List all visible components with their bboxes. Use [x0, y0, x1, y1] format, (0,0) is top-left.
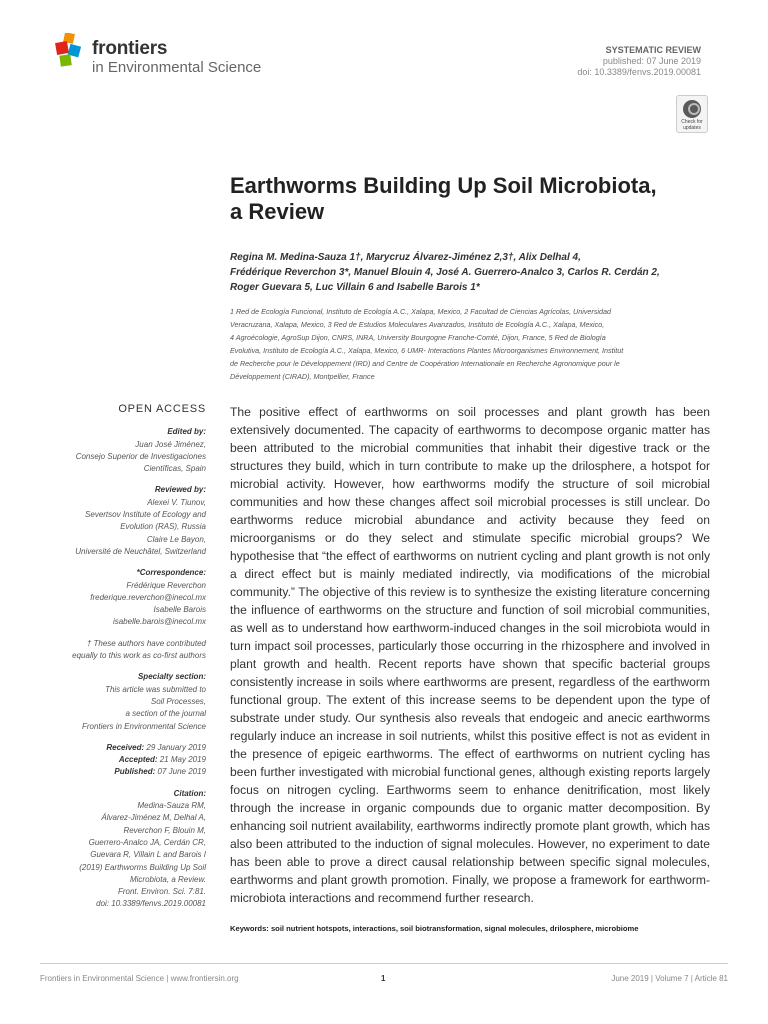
keywords-list: soil nutrient hotspots, interactions, soil biotransformation, signal molecules, drilosphere, microbiome: [270, 924, 639, 933]
page-number: 1: [381, 974, 386, 983]
article-type: SYSTEMATIC REVIEW: [605, 45, 701, 55]
published-date-side: Published: 07 June 2019: [114, 767, 206, 777]
specialty-section-label: Specialty section:: [137, 672, 206, 682]
specialty-line: Soil Processes,: [150, 696, 206, 706]
contribution-note: † These authors have contributed: [86, 638, 206, 648]
affiliation-line: de Recherche pour le Développement (IRD) and Centre de Coopération Internationale en Recherche Agronomique pour le: [230, 358, 620, 368]
contribution-note: equally to this work as co-first authors: [72, 651, 206, 661]
correspondence-email-link[interactable]: frederique.reverchon@inecol.mx: [90, 592, 206, 602]
footer-issue-info: June 2019 | Volume 7 | Article 81: [611, 974, 728, 983]
citation-label: Citation:: [173, 788, 206, 798]
affiliations: [230, 306, 705, 383]
citation-line: (2019) Earthworms Building Up Soil: [79, 862, 206, 872]
specialty-line: a section of the journal: [125, 709, 206, 719]
check-updates-label: Check for updates: [681, 119, 703, 131]
article-title: Earthworms Building Up Soil Microbiota, a Review: [230, 173, 657, 224]
author-list: [230, 250, 710, 295]
check-for-updates-button[interactable]: [676, 95, 708, 133]
frontiers-logo-icon: [55, 33, 87, 69]
affiliation-line: 4 Agroécologie, AgroSup Dijon, CNRS, INRA, University Bourgogne Franche-Comté, Dijon, France, 5 Red de Biología: [230, 332, 606, 342]
author-line: Regina M. Medina-Sauza 1†, Marycruz Álvarez-Jiménez 2,3†, Alix Delhal 4,: [230, 252, 581, 263]
citation-line: Medina-Sauza RM,: [137, 801, 206, 811]
correspondence-name: Isabelle Barois: [153, 605, 206, 615]
specialty-line: This article was submitted to: [105, 684, 206, 694]
article-sidebar: [55, 403, 206, 911]
affiliation-line: Veracruzana, Xalapa, Mexico, 3 Red de Estudios Moleculares Avanzados, Instituto de Ecología A.C., Xalapa, Mexico,: [230, 319, 605, 329]
specialty-line: Frontiers in Environmental Science: [81, 721, 206, 731]
keywords: [230, 924, 720, 933]
editor-line: Consejo Superior de Investigaciones: [75, 451, 206, 461]
citation-doi-link[interactable]: doi: 10.3389/fenvs.2019.00081: [96, 899, 206, 909]
received-date: Received: 29 January 2019: [106, 742, 206, 752]
affiliation-line: Développement (CIRAD), Montpellier, France: [230, 371, 375, 381]
author-line: Frédérique Reverchon 3*, Manuel Blouin 4, José A. Guerrero-Analco 3, Carlos R. Cerdán 2,: [230, 267, 660, 278]
reviewer-line: Alexei V. Tiunov,: [147, 497, 206, 507]
citation-line: Guerrero-Analco JA, Cerdán CR,: [88, 837, 206, 847]
reviewer-line: Claire Le Bayon,: [146, 534, 206, 544]
editor-line: Científicas, Spain: [143, 464, 206, 474]
citation-line: Reverchon F, Blouin M,: [123, 825, 206, 835]
footer-journal-link[interactable]: Frontiers in Environmental Science | www.frontiersin.org: [40, 974, 239, 983]
correspondence-label: *Correspondence:: [136, 568, 206, 578]
reviewer-line: Université de Neuchâtel, Switzerland: [75, 546, 206, 556]
keywords-label: Keywords:: [230, 924, 269, 933]
citation-line: Álvarez-Jiménez M, Delhal A,: [101, 813, 206, 823]
journal-brand: frontiers: [92, 38, 168, 59]
affiliation-line: Evolutiva, Instituto de Ecología A.C., Xalapa, Mexico, 6 UMR- Interactions Plantes Microorganismes Environnement, Institut: [230, 345, 624, 355]
citation-line: Front. Environ. Sci. 7:81.: [117, 887, 206, 897]
open-access-label: OPEN ACCESS: [118, 403, 206, 415]
editor-line: Juan José Jiménez,: [135, 439, 206, 449]
reviewed-by-label: Reviewed by:: [154, 485, 206, 495]
correspondence-name: Frédérique Reverchon: [126, 580, 206, 590]
citation-line: Guevara R, Villain L and Barois I: [90, 850, 206, 860]
author-line: Roger Guevara 5, Luc Villain 6 and Isabelle Barois 1*: [230, 282, 480, 293]
affiliation-line: 1 Red de Ecología Funcional, Instituto de Ecología A.C., Xalapa, Mexico, 2 Facultad de Ciencias Agrícolas, Universidad: [230, 307, 612, 316]
correspondence-email-link[interactable]: isabelle.barois@inecol.mx: [112, 617, 206, 627]
reviewer-line: Evolution (RAS), Russia: [120, 522, 206, 532]
journal-name: in Environmental Science: [92, 59, 262, 76]
reviewer-line: Severtsov Institute of Ecology and: [85, 510, 206, 520]
abstract-text: The positive effect of earthworms on soil processes and plant growth has been extensively documented. The capacity of earthworms to decompose organic matter has been attributed to the microbial communities that inhabit their digestive track or the structures they build, which in turn contribute to make up the drilosphere, a hotspot for microbial activity. However, how earthworms modify the structure of soil microbial communities and how these changes affect soil microbial processes is still unclear. Do earthworms reduce microbial abundance and activity because they feed on microorganisms or do they select and stimulate specific microbial groups? We hypothesise that “the effect of earthworms on nutrient cycling and plant growth is not only a direct effect but is mainly mediated indirectly, via modifications of the microbial community.” The objective of this review is to synthesize the existing literature concerning the influence of earthworms on the structure and function of soil microbial communities, as well as to understand how earthworm-induced changes in the soil microbiota would in turn impact soil processes, particularly those occurring in the rhizosphere and involved in plant growth and health. Recent reports have shown that specific bacterial groups consistently increase in soils where earthworms are present, regardless of the earthworm functional group. The extent of this increase seems to be dependent upon the type of substrate under study. Our synthesis also reveals that endogeic and anecic earthworms regularly induce an increase in soil nutrients, whilst this positive effect is not as evident in the presence of epigeic earthworms. The effect of earthworms on nutrient cycling has been further investigated with microbial functional genes, although existing reports largely focus on nitrogen cycling. Earthworms seem to enhance denitrification, most likely through the increase in organic compounds due to organic matter decomposition. By enhancing soil nutrient availability, earthworms indirectly promote plant growth, which has also been attributed to the induction of signal molecules. However, no experiment to date has been able to prove a direct causal relationship between specific signal molecules, earthworms and plant growth promotion. Finally, we propose a framework for earthworm-microbiota interactions and recommend further research.: [230, 405, 710, 905]
doi: doi: 10.3389/fenvs.2019.00081: [577, 67, 701, 77]
edited-by-label: Edited by:: [167, 427, 206, 437]
footer-divider: [40, 963, 728, 964]
accepted-date: Accepted: 21 May 2019: [118, 755, 206, 765]
published-date: published: 07 June 2019: [602, 56, 701, 66]
check-updates-icon: [683, 100, 701, 118]
citation-line: Microbiota, a Review.: [129, 874, 206, 884]
